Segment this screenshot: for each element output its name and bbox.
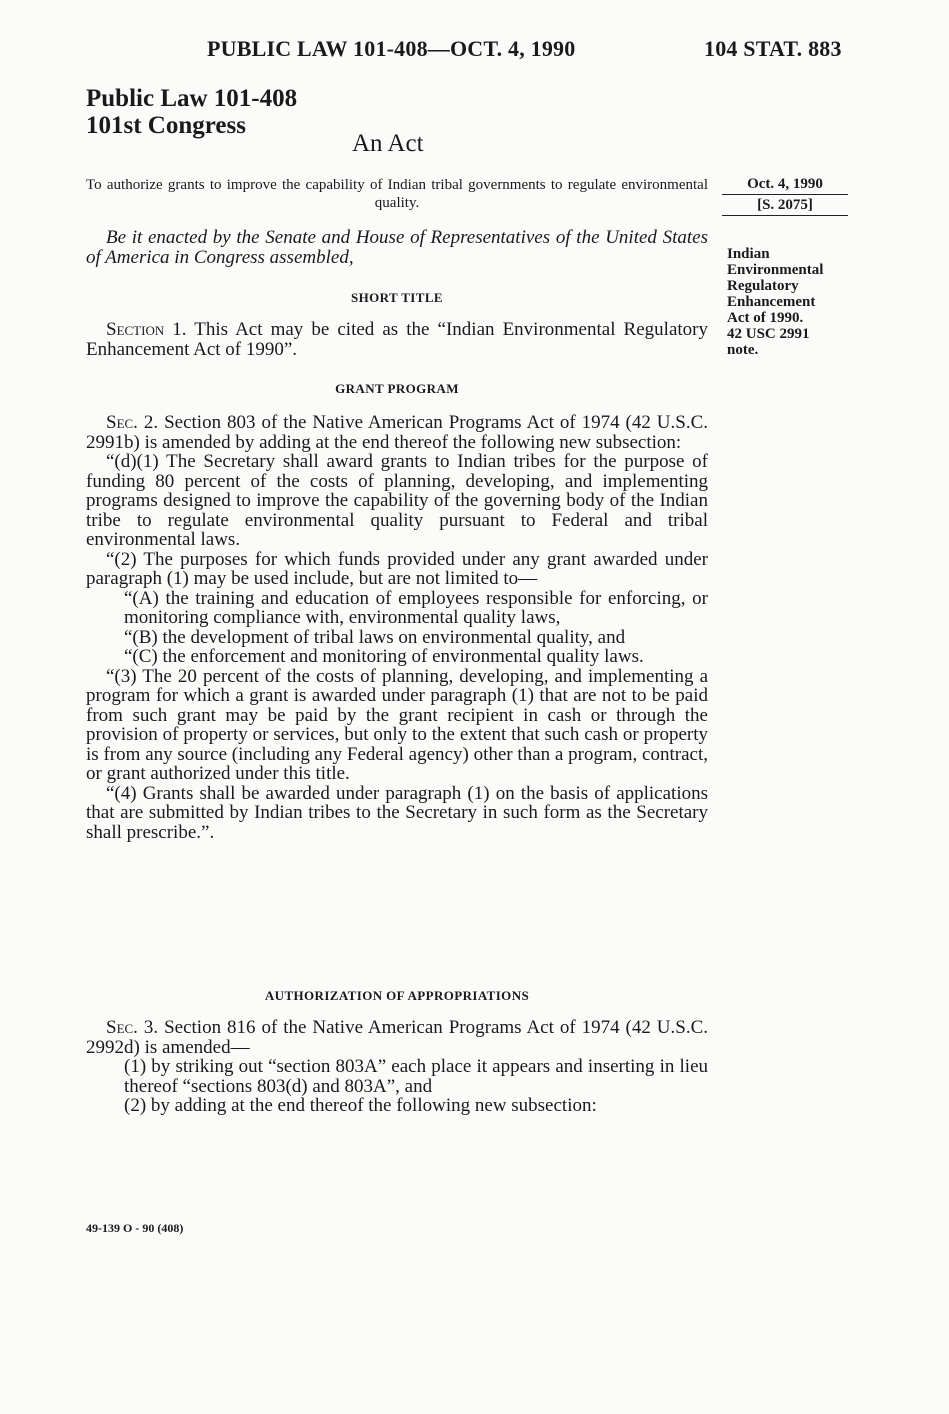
- section-3: [86, 1018, 708, 1116]
- section-2: [86, 413, 708, 842]
- subparagraph-a: “(A) the training and education of employees responsible for enforcing, or monitoring compliance with, environmental quality laws,: [124, 587, 708, 628]
- act-purpose: To authorize grants to improve the capability of Indian tribal governments to regulate environmental quality.: [86, 177, 708, 211]
- amendment-item-1: (1) by striking out “section 803A” each place it appears and inserting in lieu thereof “sections 803(d) and 803A”, and: [124, 1056, 708, 1097]
- act-heading: An Act: [352, 130, 424, 157]
- amendment-item-2: (2) by adding at the end thereof the following new subsection:: [124, 1095, 597, 1116]
- section-3-intro: [86, 1018, 708, 1057]
- law-identification: [86, 85, 297, 139]
- subparagraph-c: “(C) the enforcement and monitoring of environmental quality laws.: [124, 646, 644, 667]
- short-title-heading: SHORT TITLE: [351, 290, 443, 305]
- section-3-intro-text: Section 816 of the Native American Programs Act of 1974 (42 U.S.C. 2992d) is amended—: [86, 1017, 709, 1058]
- enacting-clause: Be it enacted by the Senate and House of Representatives of the United States of America in Congress assembled,: [86, 227, 708, 268]
- grant-program-heading: GRANT PROGRAM: [335, 381, 459, 396]
- enactment-date: Oct. 4, 1990: [722, 176, 848, 195]
- paragraph-4: “(4) Grants shall be awarded under paragraph (1) on the basis of applications that are submitted by Indian tribes to the Secretary in such form as the Secretary shall prescribe.”.: [86, 782, 708, 843]
- page-stat: 104 STAT. 883: [704, 36, 842, 61]
- paragraph-2: “(2) The purposes for which funds provided under any grant awarded under paragraph (1) may be used include, but are not limited to—: [86, 548, 708, 589]
- margin-note-line: Environmental: [727, 262, 824, 278]
- margin-note-line: Indian: [727, 246, 770, 262]
- paragraph-d1: “(d)(1) The Secretary shall award grants to Indian tribes for the purpose of funding 80 percent of the costs of planning, developing, and implementing programs designed to improve the capability of the governing body of the Indian tribe to regulate environmental quality pursuant to Federal and tribal environmental laws.: [86, 451, 708, 550]
- print-code-footer: 49-139 O - 90 (408): [86, 1221, 184, 1235]
- section-2-intro-text: Section 803 of the Native American Programs Act of 1974 (42 U.S.C. 2991b) is amended by adding at the end thereof the following new subsection:: [86, 412, 709, 453]
- section-2-intro: [86, 413, 708, 452]
- section-label: Sec. 3.: [106, 1017, 159, 1038]
- margin-date-box: [722, 176, 848, 216]
- subparagraph-b: “(B) the development of tribal laws on environmental quality, and: [124, 626, 626, 648]
- appropriations-heading: AUTHORIZATION OF APPROPRIATIONS: [264, 988, 530, 1003]
- running-title: PUBLIC LAW 101-408—OCT. 4, 1990: [207, 36, 576, 61]
- margin-note-line: Act of 1990.: [727, 310, 804, 326]
- margin-note-line: note.: [727, 342, 759, 358]
- congress: 101st Congress: [86, 112, 246, 139]
- section-1-text: This Act may be cited as the “Indian Environmental Regulatory Enhancement Act of 1990”.: [86, 319, 708, 360]
- law-number: Public Law 101-408: [86, 85, 298, 112]
- margin-note-line: Enhancement: [727, 294, 816, 310]
- margin-note: [727, 246, 847, 358]
- paragraph-3: “(3) The 20 percent of the costs of planning, developing, and implementing a program for which a grant is awarded under paragraph (1) that are not to be paid from such grant may be paid by the grant recipient in cash or through the provision of property or services, but only to the extent that such cash or property is from any source (including any Federal agency) other than a program, contract, or grant authorized under this title.: [86, 665, 708, 784]
- bill-number: [S. 2075]: [722, 195, 848, 216]
- margin-note-line: 42 USC 2991: [727, 326, 810, 342]
- section-label: Section 1.: [106, 319, 187, 340]
- margin-note-line: Regulatory: [727, 278, 799, 294]
- section-label: Sec. 2.: [106, 412, 159, 433]
- section-1: [86, 320, 708, 359]
